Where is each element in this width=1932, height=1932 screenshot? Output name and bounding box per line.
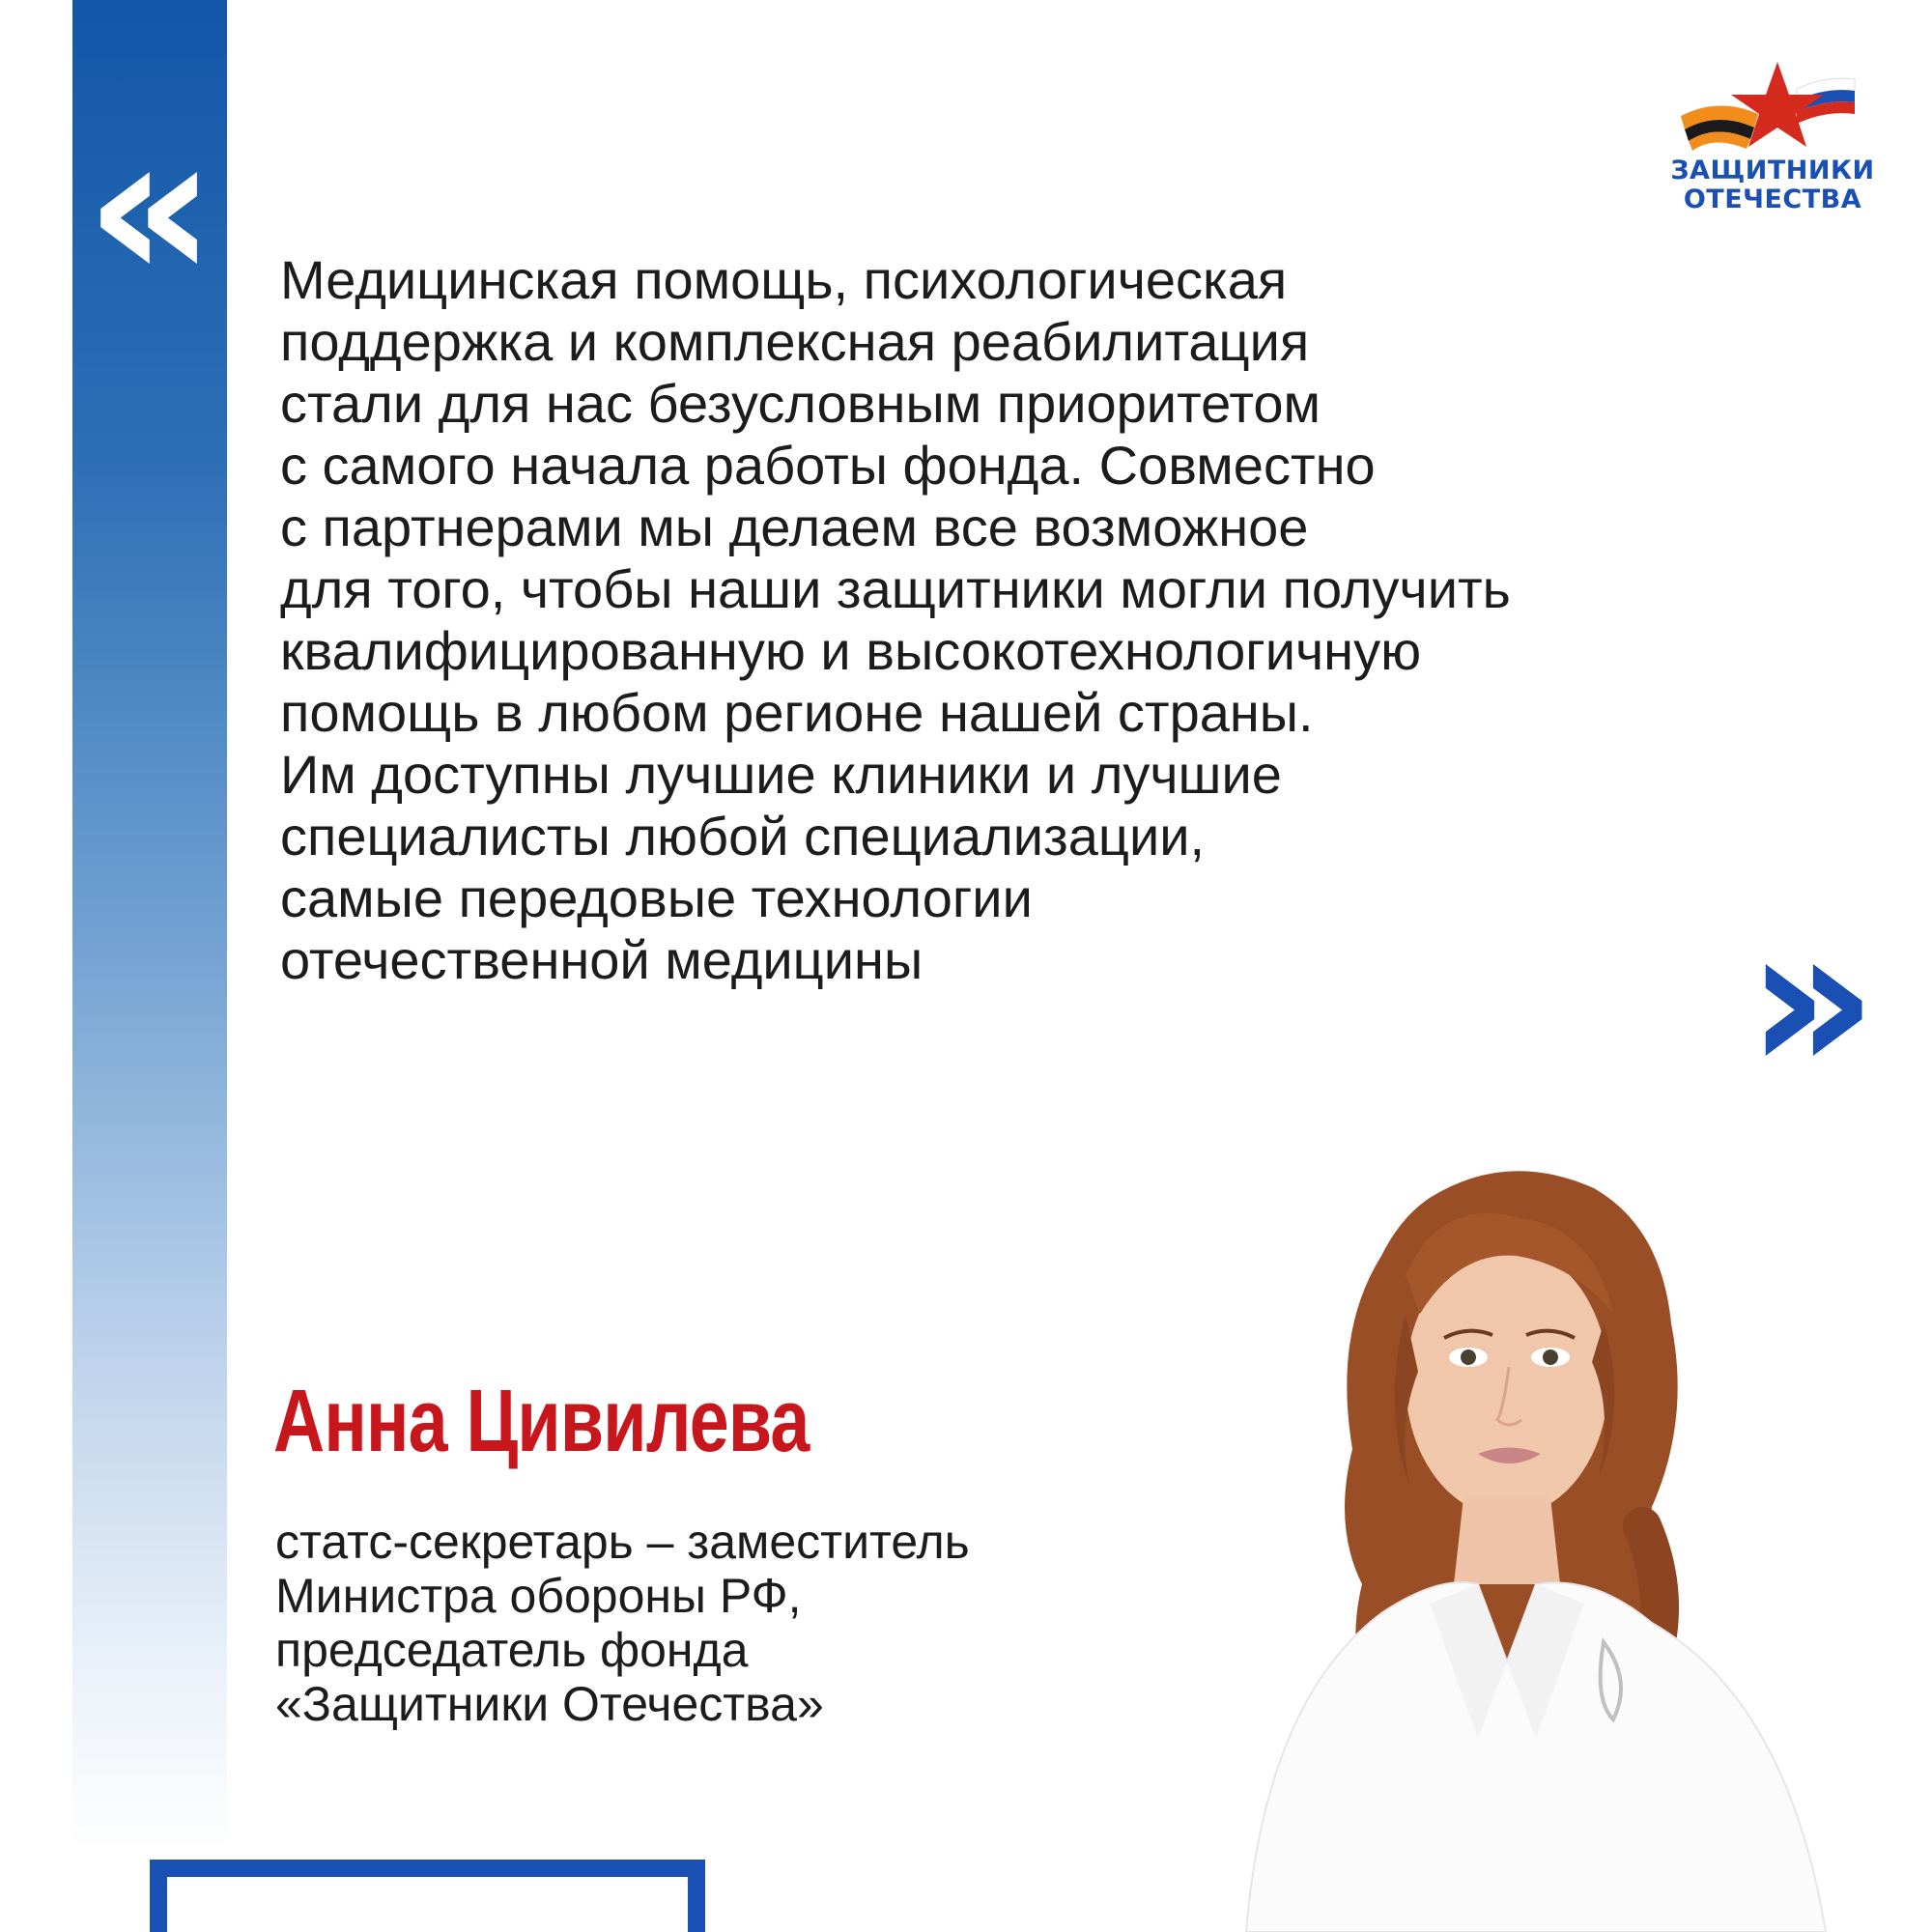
quote-line: стали для нас безусловным приоритетом xyxy=(280,373,1321,434)
open-quote-mark: « xyxy=(85,89,216,326)
quote-text xyxy=(280,249,1864,991)
logo-line-1: ЗАЩИТНИКИ xyxy=(1670,156,1875,185)
author-role-line: Министра обороны РФ, xyxy=(275,1569,802,1623)
author-portrait xyxy=(1188,1159,1932,1932)
logo-wordmark xyxy=(1662,156,1884,214)
logo-line-2: ОТЕЧЕСТВА xyxy=(1683,185,1862,214)
close-quote-mark: » xyxy=(1747,881,1878,1118)
star-ribbon-flag-icon xyxy=(1662,58,1884,155)
author-role xyxy=(275,1515,970,1731)
author-role-line: «Защитники Отечества» xyxy=(275,1677,824,1731)
quote-line: с партнерами мы делаем все возможное xyxy=(280,497,1309,557)
quote-line: Медицинская помощь, психологическая xyxy=(280,249,1288,310)
bottom-frame-decoration xyxy=(150,1860,705,1932)
quote-line: Им доступны лучшие клиники и лучшие xyxy=(280,744,1282,805)
quote-line: поддержка и комплексная реабилитация xyxy=(280,311,1310,372)
quote-line: помощь в любом регионе нашей страны. xyxy=(280,682,1314,743)
person-portrait-photo xyxy=(1188,1159,1932,1932)
author-role-line: статс-секретарь – заместитель xyxy=(275,1515,970,1569)
quote-line: с самого начала работы фонда. Совместно xyxy=(280,435,1376,496)
author-role-line: председатель фонда xyxy=(275,1623,749,1677)
quote-line: квалифицированную и высокотехнологичную xyxy=(280,620,1422,681)
quote-line: отечественной медицины xyxy=(280,929,923,990)
quote-line: специалисты любой специализации, xyxy=(280,806,1206,867)
foundation-logo xyxy=(1662,58,1884,222)
author-name: Анна Цивилева xyxy=(273,1372,810,1470)
quote-line: самые передовые технологии xyxy=(280,867,1033,928)
quote-line: для того, чтобы наши защитники могли получить xyxy=(280,558,1511,619)
